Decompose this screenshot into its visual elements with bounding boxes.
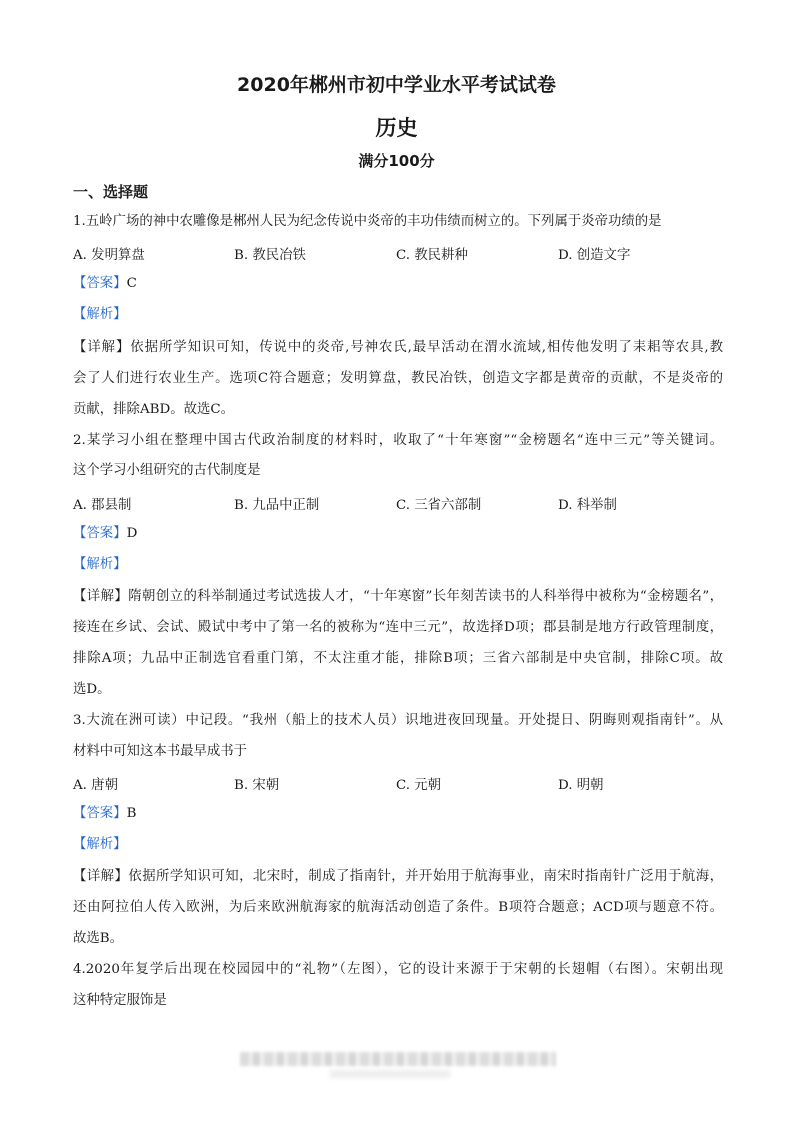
- exam-title: 2020年郴州市初中学业水平考试试卷: [237, 74, 556, 96]
- answer-tag: 【答案】: [73, 526, 127, 541]
- analysis-tag: 【解析】: [73, 837, 127, 852]
- detail-tag: 【详解】: [73, 589, 129, 604]
- q3-detail-line-1: [73, 868, 723, 886]
- q2-detail-line-3: 排除A项；九品中正制选官看重门第，不太注重才能，排除B项；三省六部制是中央官制，排除C项。故: [73, 651, 723, 666]
- q1-answer-value: C: [126, 276, 137, 291]
- q1-detail-line-2: 会了人们进行农业生产。选项C符合题意；发明算盘，教民冶铁，创造文字都是黄帝的贡献，不是炎帝的: [73, 371, 723, 386]
- q3-analysis: [73, 836, 723, 854]
- q3-detail-text-1: 依据所学知识可知，北宋时，制成了指南针，并开始用于航海事业，南宋时指南针广泛用于航海，: [128, 869, 723, 884]
- q2-stem-line-2: 这个学习小组研究的古代制度是: [73, 463, 261, 478]
- full-score: 满分100分: [358, 152, 435, 170]
- q4-stem-line-1: 4.2020年复学后出现在校园园中的“礼物”（左图），它的设计来源于于宋朝的长翅帽（右图）。宋朝出现: [73, 962, 723, 977]
- q3-detail-line-3: 故选B。: [73, 931, 124, 946]
- q1-detail-text-1: 依据所学知识可知，传说中的炎帝,号神农氏,最早活动在渭水流域,相传他发明了耒耜等农具,教: [130, 340, 724, 355]
- q3-stem-line-1: 3.大流在洲可读）中记段。“我州（船上的技术人员）识地进夜回现量。开处提日、阴晦则观指南针”。从: [73, 713, 723, 728]
- q1-option-d: D. 创造文字: [558, 248, 631, 263]
- q2-options: [73, 494, 733, 512]
- q2-option-a: A. 郡县制: [73, 498, 132, 513]
- blurred-watermark-sub: [330, 1070, 450, 1078]
- section-heading: 一、选择题: [73, 183, 149, 201]
- q1-analysis: [73, 306, 723, 324]
- analysis-tag: 【解析】: [73, 307, 127, 322]
- q1-stem: 1.五岭广场的神中农雕像是郴州人民为纪念传说中炎帝的丰功伟绩而树立的。下列属于炎帝功绩的是: [73, 214, 662, 229]
- subject-title: 历史: [375, 116, 418, 140]
- q4-stem-line-2: 这种特定服饰是: [73, 993, 167, 1008]
- q3-detail-line-2: 还由阿拉伯人传入欧洲，为后来欧洲航海家的航海活动创造了条件。B项符合题意；ACD项与题意不符。: [73, 900, 723, 915]
- analysis-tag: 【解析】: [73, 557, 127, 572]
- answer-tag: 【答案】: [73, 806, 127, 821]
- q2-stem-line-1: 2.某学习小组在整理中国古代政治制度的材料时，收取了“十年寒窗”“金榜题名“连中三元”等关键词。: [73, 433, 723, 448]
- q3-stem-line-2: 材料中可知这本书最早成书于: [73, 744, 248, 759]
- detail-tag: 【详解】: [73, 340, 131, 355]
- q3-answer-value: B: [126, 806, 137, 821]
- q3-option-a: A. 唐朝: [73, 778, 118, 793]
- q1-detail-line-1: [73, 339, 723, 357]
- q1-answer: [73, 275, 723, 293]
- blurred-watermark: [240, 1052, 556, 1066]
- detail-tag: 【详解】: [73, 869, 129, 884]
- q2-option-d: D. 科举制: [558, 498, 617, 513]
- q2-detail-line-4: 选D。: [73, 682, 111, 697]
- q3-option-b: B. 宋朝: [234, 778, 280, 793]
- q1-option-a: A. 发明算盘: [73, 248, 145, 263]
- q2-detail-line-2: 接连在乡试、会试、殿试中考中了第一名的被称为“连中三元”，故选择D项；郡县制是地方行政管理制度，: [73, 620, 723, 635]
- q3-answer: [73, 805, 723, 823]
- q3-option-d: D. 明朝: [558, 778, 604, 793]
- q3-option-c: C. 元朝: [396, 778, 442, 793]
- q2-analysis: [73, 556, 723, 574]
- q2-option-b: B. 九品中正制: [234, 498, 320, 513]
- q2-detail-text-1: 隋朝创立的科举制通过考试选拔人才，“十年寒窗”长年刻苦读书的人科举得中被称为“金榜题名”，: [128, 589, 723, 604]
- q1-option-b: B. 教民冶铁: [234, 248, 306, 263]
- q3-options: [73, 774, 733, 792]
- answer-tag: 【答案】: [73, 276, 127, 291]
- q2-answer: [73, 525, 723, 543]
- q1-detail-line-3: 贡献，排除ABD。故选C。: [73, 402, 235, 417]
- q1-option-c: C. 教民耕种: [396, 248, 468, 263]
- q2-answer-value: D: [126, 526, 138, 541]
- q2-detail-line-1: [73, 588, 723, 606]
- q2-option-c: C. 三省六部制: [396, 498, 482, 513]
- q1-options: [73, 244, 733, 262]
